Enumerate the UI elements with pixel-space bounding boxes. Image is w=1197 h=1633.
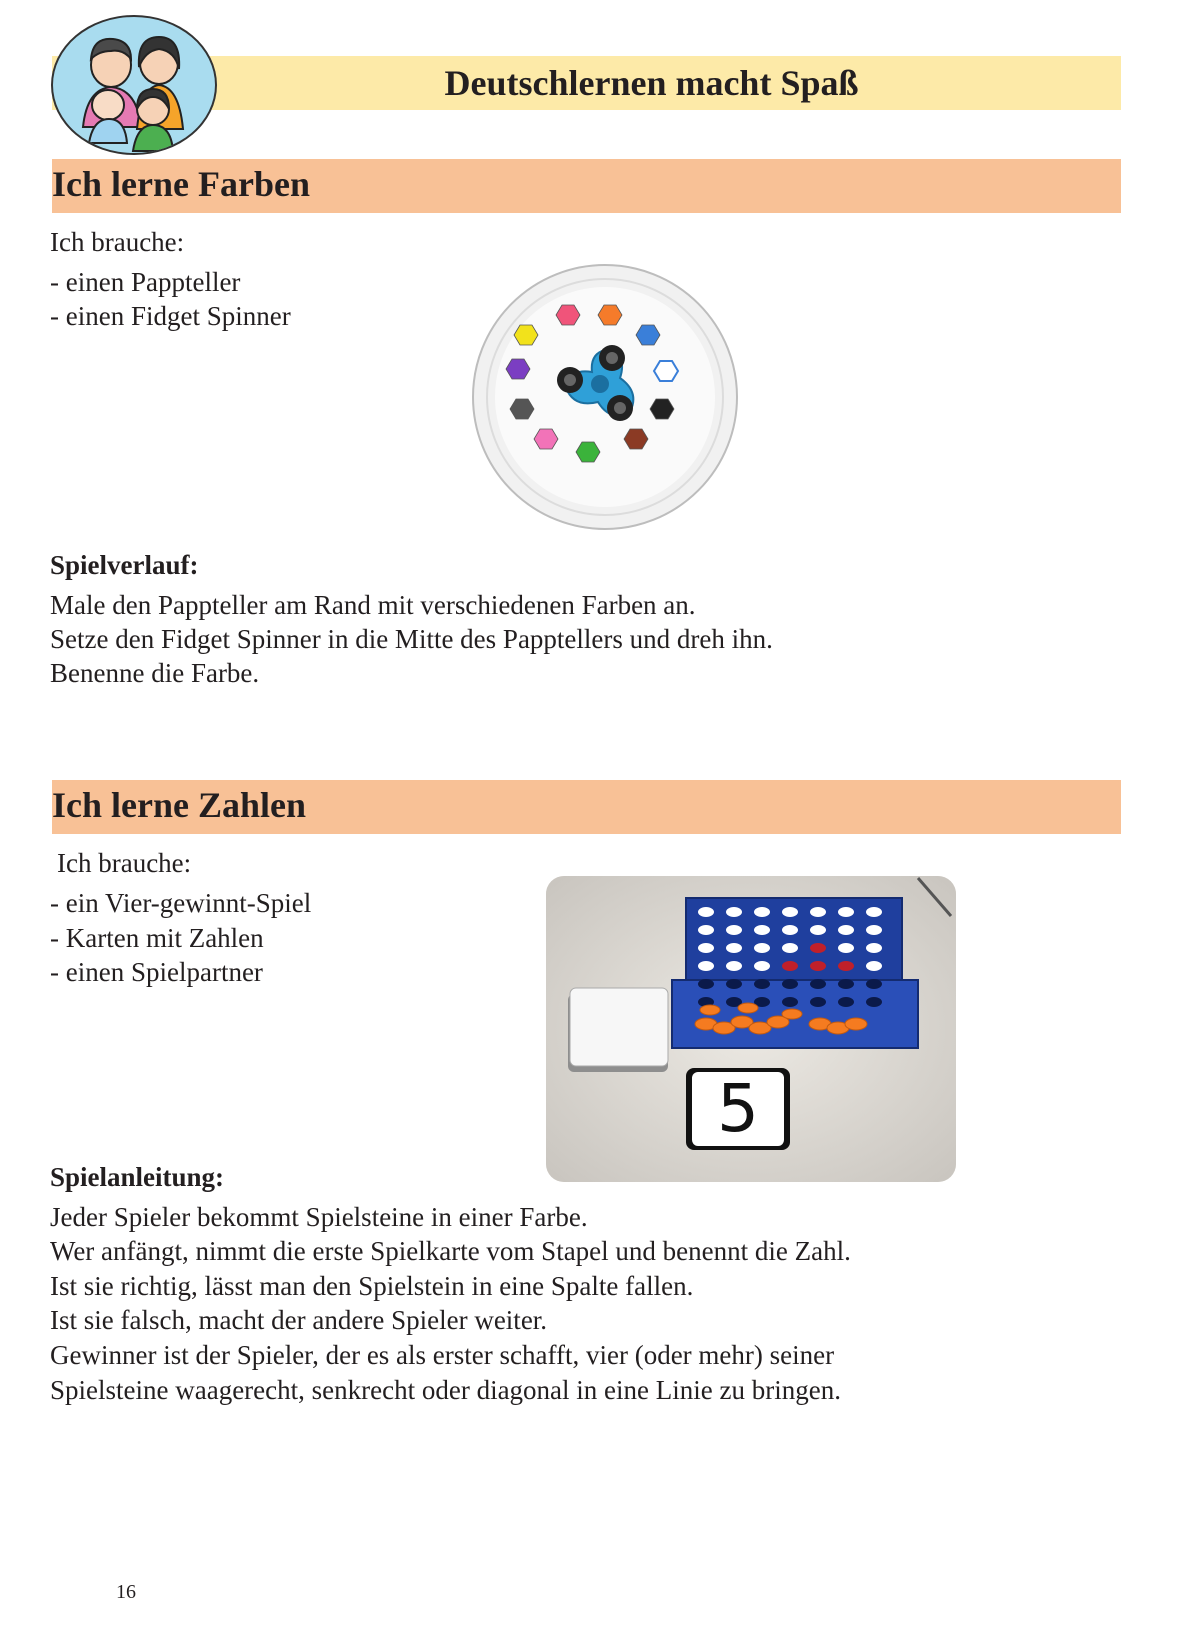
zahlen-item: - einen Spielpartner xyxy=(50,957,263,987)
zahlen-item: - Karten mit Zahlen xyxy=(50,923,264,953)
page-title: Deutschlernen macht Spaß xyxy=(444,63,859,103)
zahlen-procedure-line: Ist sie richtig, lässt man den Spielstein in eine Spalte fallen. xyxy=(50,1271,694,1301)
zahlen-need-label: Ich brauche: xyxy=(57,848,192,878)
farben-need-label: Ich brauche: xyxy=(50,227,185,257)
zahlen-procedure-line: Gewinner ist der Spieler, der es als erster schafft, vier (oder mehr) seiner xyxy=(50,1340,835,1370)
zahlen-procedure-line: Jeder Spieler bekommt Spielsteine in einer Farbe. xyxy=(50,1202,588,1232)
paper-plate-photo xyxy=(470,262,740,532)
section-zahlen-bar xyxy=(52,780,1121,834)
family-illustration-icon xyxy=(53,17,215,153)
zahlen-procedure-line: Spielsteine waagerecht, senkrecht oder diagonal in eine Linie zu bringen. xyxy=(50,1375,841,1405)
zahlen-item: - ein Vier-gewinnt-Spiel xyxy=(50,888,312,918)
farben-item: - einen Fidget Spinner xyxy=(50,301,291,331)
farben-procedure-line: Benenne die Farbe. xyxy=(50,658,260,688)
number-card: 5 xyxy=(717,1070,759,1147)
farben-procedure-line: Male den Pappteller am Rand mit verschiedenen Farben an. xyxy=(50,590,696,620)
paper-plate-spinner-icon xyxy=(470,262,740,532)
section-zahlen-heading: Ich lerne Zahlen xyxy=(52,785,307,825)
zahlen-procedure-label: Spielanleitung: xyxy=(50,1162,225,1192)
section-farben-bar xyxy=(52,159,1121,213)
section-farben-heading: Ich lerne Farben xyxy=(52,164,310,204)
page-number: 16 xyxy=(116,1581,136,1603)
zahlen-procedure-line: Ist sie falsch, macht der andere Spieler weiter. xyxy=(50,1305,548,1335)
family-logo xyxy=(51,15,217,155)
zahlen-procedure-line: Wer anfängt, nimmt die erste Spielkarte vom Stapel und benennt die Zahl. xyxy=(50,1236,851,1266)
connect-four-photo xyxy=(546,876,956,1182)
farben-procedure-line: Setze den Fidget Spinner in die Mitte des Papptellers und dreh ihn. xyxy=(50,624,773,654)
farben-procedure-label: Spielverlauf: xyxy=(50,550,199,580)
farben-item: - einen Pappteller xyxy=(50,267,241,297)
